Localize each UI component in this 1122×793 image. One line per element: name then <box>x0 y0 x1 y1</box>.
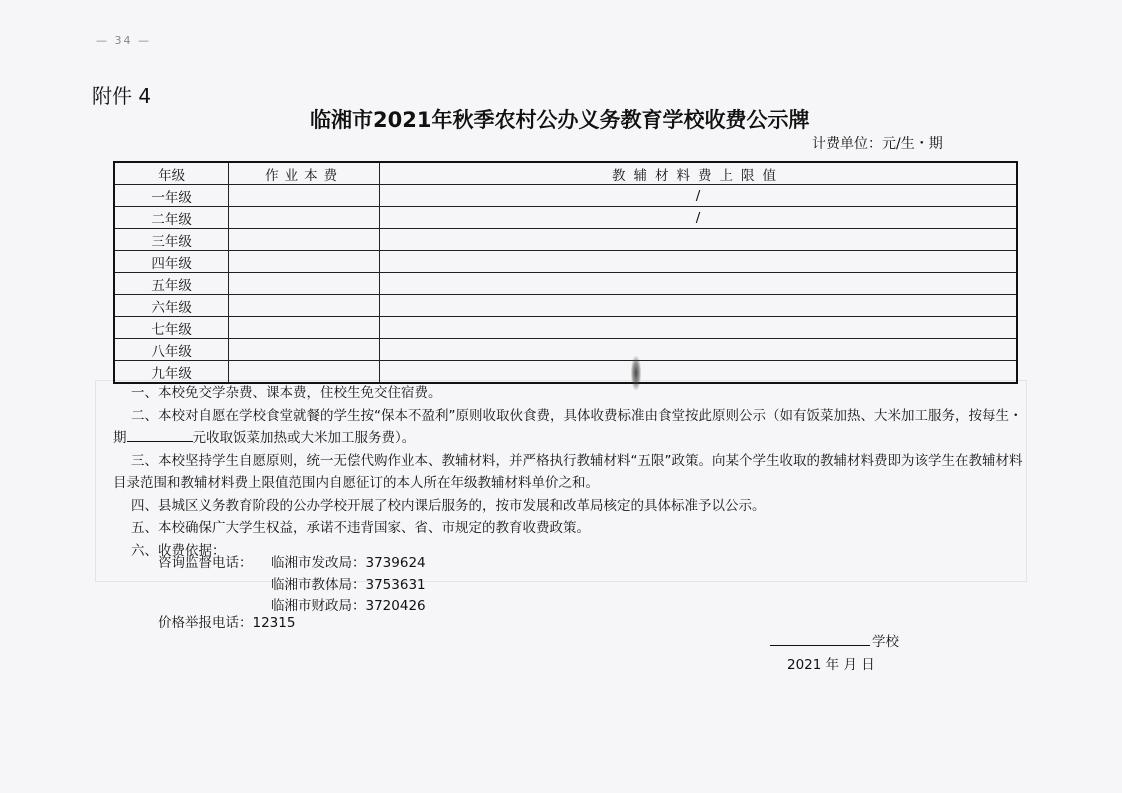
homework-fee-cell <box>229 295 380 317</box>
grade-cell: 七年级 <box>114 317 229 339</box>
table-row <box>114 273 1017 295</box>
note-1: 一、本校免交学杂费、课本费，住校生免交住宿费。 <box>131 385 442 401</box>
note-3: 三、本校坚持学生自愿原则，统一无偿代购作业本、教辅材料，并严格执行教辅材料“五限”政策。向某个学生收取的教辅材料费即为该学生在教辅材料目录范围和教辅材料费上限值范围内自愿征订的本人所在年级教辅材料单价之和。 <box>113 452 1023 491</box>
contact-item: 临湘市财政局：3720426 <box>271 598 426 614</box>
page-number-mark: — 34 — <box>96 34 151 47</box>
grade-cell: 四年级 <box>114 251 229 273</box>
grade-cell: 三年级 <box>114 229 229 251</box>
grade-cell: 一年级 <box>114 185 229 207</box>
note-4: 四、县城区义务教育阶段的公办学校开展了校内课后服务的，按市发展和改革局核定的具体标准予以公示。 <box>131 497 766 514</box>
material-fee-cell: / <box>379 207 1017 229</box>
column-header-material-fee-cap: 教辅材料费上限值 <box>379 162 1017 185</box>
note-2 <box>113 405 1023 450</box>
material-fee-cell <box>379 361 1017 384</box>
table-row <box>114 229 1017 251</box>
billing-unit: 计费单位：元/生・期 <box>812 136 943 152</box>
attachment-label: 附件 4 <box>92 84 152 108</box>
signature-date: 2021 年 月 日 <box>787 657 875 673</box>
table-row <box>114 295 1017 317</box>
material-fee-cell <box>379 251 1017 273</box>
contact-item: 临湘市发改局：3739624 <box>271 555 426 571</box>
table-row <box>114 361 1017 384</box>
column-header-homework-fee: 作业本费 <box>229 162 380 185</box>
homework-fee-cell <box>229 185 380 207</box>
contact-row <box>158 575 426 597</box>
contact-label: 咨询监督电话： <box>158 555 253 571</box>
table-row <box>114 251 1017 273</box>
price-report-phone: 价格举报电话：12315 <box>158 615 296 631</box>
grade-cell: 二年级 <box>114 207 229 229</box>
material-fee-cell <box>379 295 1017 317</box>
table-header-row <box>114 162 1017 185</box>
homework-fee-cell <box>229 207 380 229</box>
document-title: 临湘市2021年秋季农村公办义务教育学校收费公示牌 <box>310 108 810 132</box>
note-2-tail: 元收取饭菜加热或大米加工服务费）。 <box>192 430 416 446</box>
contact-item: 临湘市教体局：3753631 <box>271 576 426 593</box>
column-header-grade: 年级 <box>114 162 229 185</box>
material-fee-cell: / <box>379 185 1017 207</box>
table-row <box>114 207 1017 229</box>
contact-list <box>158 553 426 618</box>
contact-row <box>158 553 426 575</box>
table-row <box>114 185 1017 207</box>
material-fee-cell <box>379 339 1017 361</box>
notes-section <box>113 382 1023 562</box>
note-6: 六、收费依据： <box>131 542 226 559</box>
table-row <box>114 317 1017 339</box>
homework-fee-cell <box>229 361 380 384</box>
homework-fee-cell <box>229 339 380 361</box>
fee-table <box>113 161 1018 384</box>
homework-fee-cell <box>229 251 380 273</box>
material-fee-cell <box>379 273 1017 295</box>
material-fee-cell <box>379 317 1017 339</box>
signature-blank <box>770 631 870 646</box>
grade-cell: 五年级 <box>114 273 229 295</box>
fill-in-blank <box>127 429 193 442</box>
grade-cell: 八年级 <box>114 339 229 361</box>
homework-fee-cell <box>229 317 380 339</box>
note-5: 五、本校确保广大学生权益，承诺不违背国家、省、市规定的教育收费政策。 <box>131 520 590 536</box>
material-fee-cell <box>379 229 1017 251</box>
school-signature <box>770 630 899 650</box>
school-label: 学校 <box>872 634 899 650</box>
note-2-text: 二、本校对自愿在学校食堂就餐的学生按“保本不盈利”原则收取伙食费，具体收费标准由食堂按此原则公示（如有饭菜加热、大米加工服务，按每生・期 <box>113 407 1023 446</box>
grade-cell: 九年级 <box>114 361 229 384</box>
homework-fee-cell <box>229 229 380 251</box>
table-row <box>114 339 1017 361</box>
homework-fee-cell <box>229 273 380 295</box>
grade-cell: 六年级 <box>114 295 229 317</box>
